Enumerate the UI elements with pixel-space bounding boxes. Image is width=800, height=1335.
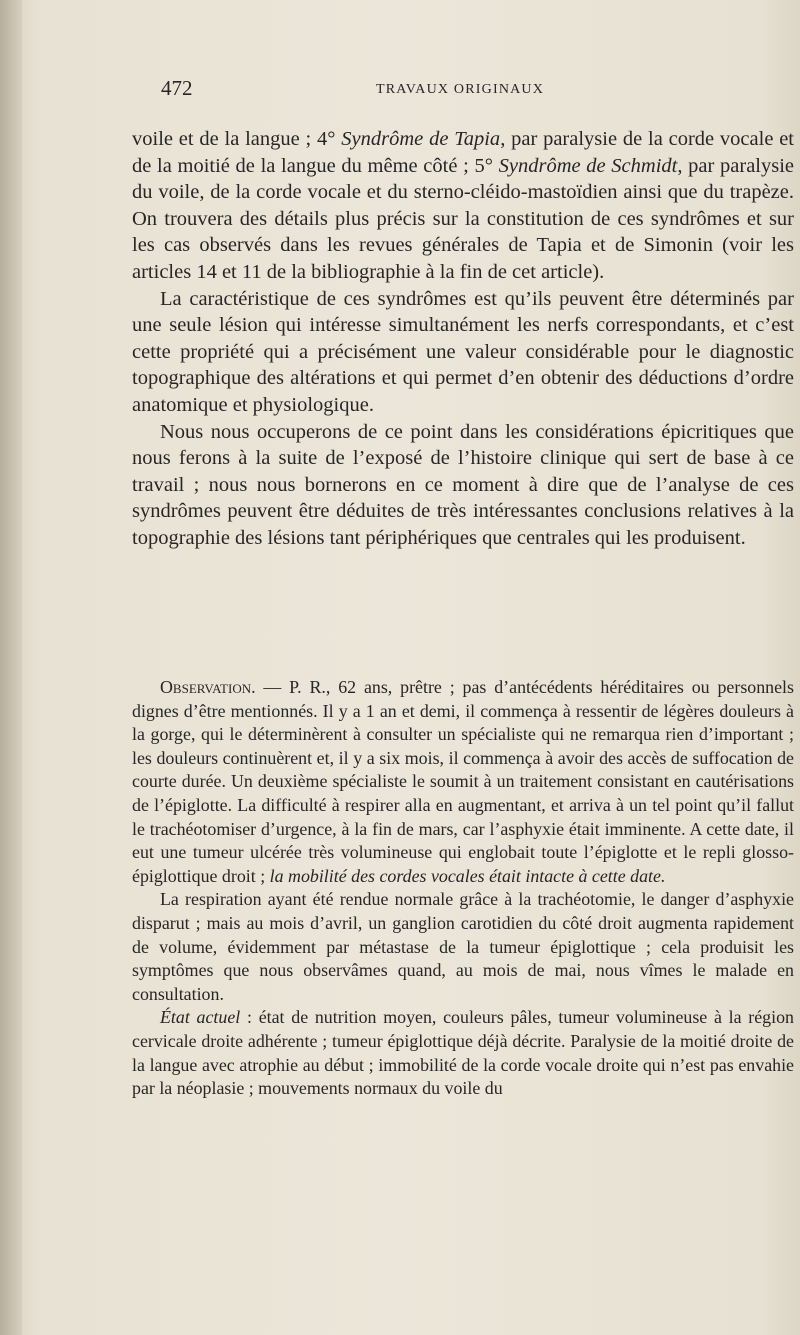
paragraph-observation: Observation. — P. R., 62 ans, prêtre ; pas d’antécédents héréditaires ou personnels dignes d’être mentionnés. Il y a 1 an et demi, il commença à ressentir de légères douleurs à la gorge, qui le déterminèrent à consulter un spécialiste qui ne remarqua rien d’important ; les douleurs continuèrent et, il y a six mois, il commença à avoir des accès de suffocation de courte durée. Un deuxième spécialiste le soumit à un traitement consistant en cautérisations de l’épiglotte. La difficulté à respirer alla en augmentant, et arriva à un tel point qu’il fallut le trachéotomiser d’urgence, à la fin de mars, car l’asphyxie était imminente. A cette date, il eut une tumeur ulcérée très volumineuse qui englobait toute l’épiglotte et le repli glosso-épiglottique droit ; la mobilité des cordes vocales était intacte à cette date. [132,677,794,886]
page-number: 472 [161,76,193,100]
paragraph-characteristic: La caractéristique de ces syndrômes est qu’ils peuvent être déterminés par une seule lésion qui intéresse simultanément les nerfs correspondants, et c’est cette propriété qui a précisément une valeur considérable pour le diagnostic topographique des altérations et qui permet d’en obtenir des déductions d’ordre anatomique et physiologique. [132,287,794,416]
paragraph-etat-actuel: État actuel : état de nutrition moyen, couleurs pâles, tumeur volumineuse à la région cervicale droite adhérente ; tumeur épiglottique déjà décrite. Paralysie de la moitié droite de la langue avec atrophie au début ; immobilité de la corde vocale droite qui n’est pas envahie par la néoplasie ; mouvements normaux du voile du [132,1007,794,1099]
schmidt-syndrome-term: Syndrôme de Schmidt [498,154,678,177]
paragraph-syndromes: voile et de la langue ; 4° Syndrôme de Tapia, par paralysie de la corde vocale et de la moitié de la langue du même côté ; 5° Syndrôme de Schmidt, par paralysie du voile, de la corde vocale et du sterno-cléido-mastoïdien ainsi que du trapèze. On trouvera des détails plus précis sur la constitution de ces syndrômes et sur les cas observés dans les revues générales de Tapia et de Simonin (voir les articles 14 et 11 de la bibliographie à la fin de cet article). [132,128,795,283]
etat-actuel-label: État actuel [160,1007,241,1028]
observation-text [132,676,794,1101]
mobility-note: la mobilité des cordes vocales était intacte à cette date. [269,865,666,886]
observation-label: Observation. [160,677,256,697]
tapia-syndrome-term: Syndrôme de Tapia [341,128,501,150]
paragraph-respiration: La respiration ayant été rendue normale grâce à la trachéotomie, le danger d’asphyxie disparut ; mais au mois d’avril, un ganglion carotidien du côté droit augmenta rapidement de volume, évidemment par métastase de la tumeur épiglottique ; cela produisit les symptômes que nous observâmes quand, au mois de mai, nous vîmes le malade en consultation. [132,889,794,1004]
running-title: TRAVAUX ORIGINAUX [376,82,545,97]
main-text [132,126,794,552]
paragraph-epicritic: Nous nous occuperons de ce point dans les considérations épicritiques que nous ferons à la suite de l’exposé de l’histoire clinique qui sert de base à ce travail ; nous nous bornerons en ce moment à dire que de l’analyse de ces syndrômes peuvent être déduites de très intéressantes conclusions relatives à la topographie des lésions tant périphériques que centrales qui les produisent. [132,420,794,549]
page-header [161,76,793,106]
book-gutter [0,0,22,1335]
